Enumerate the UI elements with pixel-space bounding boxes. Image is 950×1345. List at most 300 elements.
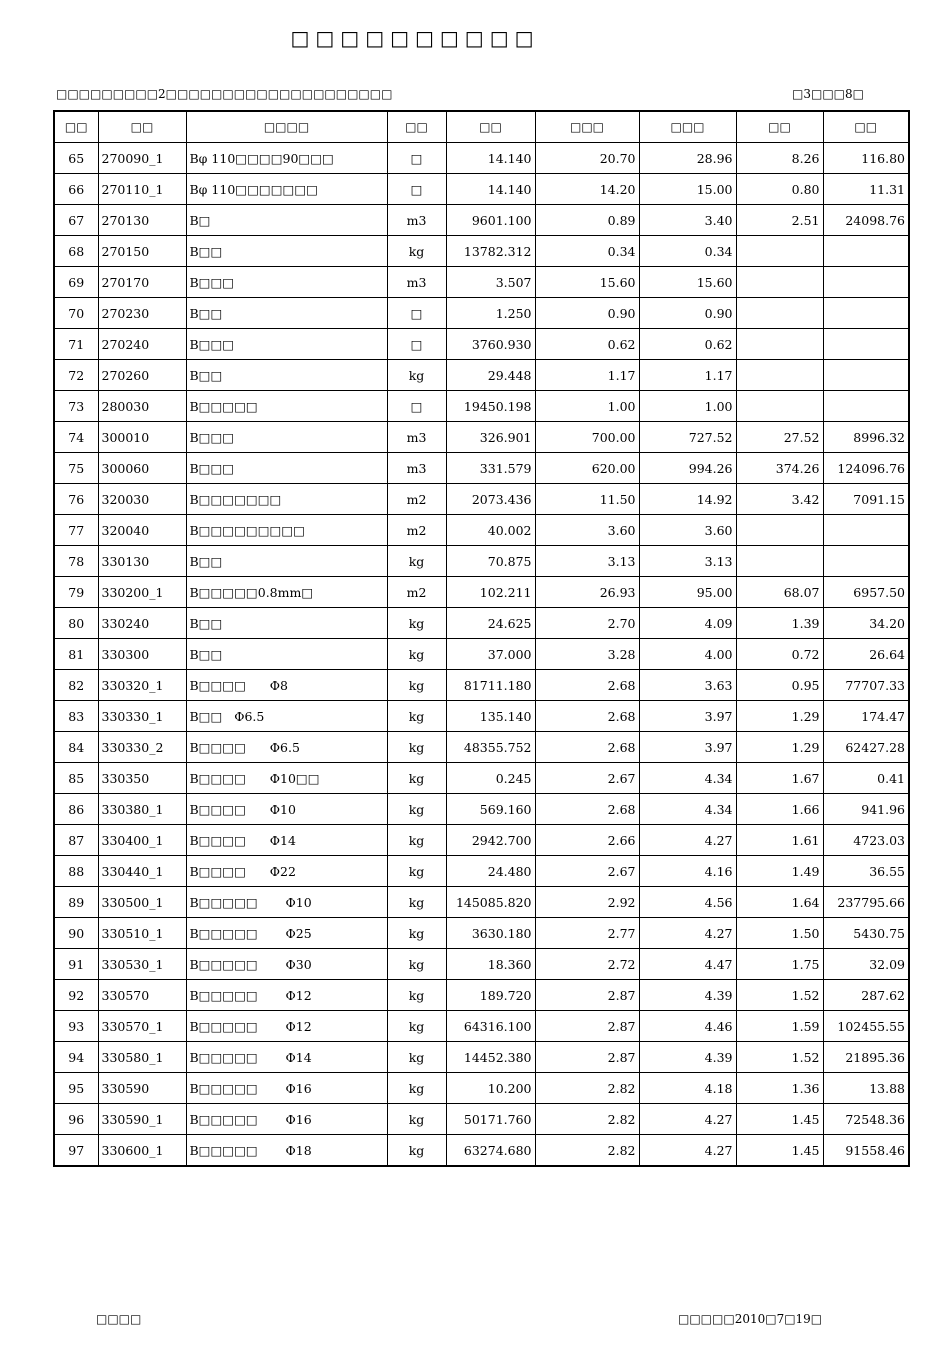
- budget-price-cell: 2.68: [535, 701, 639, 732]
- market-price-cell: 727.52: [639, 422, 736, 453]
- item-name-cell: B□□: [186, 236, 387, 267]
- unit-cell: kg: [387, 918, 446, 949]
- difference-total-cell: 91558.46: [823, 1135, 909, 1167]
- quantity-cell: 569.160: [446, 794, 535, 825]
- item-code-cell: 270110_1: [98, 174, 186, 205]
- item-name-cell: B□□: [186, 298, 387, 329]
- table-row: [54, 391, 909, 422]
- difference-total-cell: [823, 515, 909, 546]
- unit-cell: kg: [387, 1042, 446, 1073]
- header-cell: □□□: [535, 111, 639, 143]
- table-row: [54, 1011, 909, 1042]
- item-name-cell: B□□□□ Φ8: [186, 670, 387, 701]
- row-index-cell: 97: [54, 1135, 98, 1167]
- unit-cell: kg: [387, 670, 446, 701]
- price-difference-cell: [736, 298, 823, 329]
- item-name-cell: B□□: [186, 639, 387, 670]
- difference-total-cell: 24098.76: [823, 205, 909, 236]
- row-index-cell: 84: [54, 732, 98, 763]
- quantity-cell: 14.140: [446, 143, 535, 174]
- difference-total-cell: [823, 298, 909, 329]
- budget-price-cell: 15.60: [535, 267, 639, 298]
- row-index-cell: 92: [54, 980, 98, 1011]
- table-row: [54, 949, 909, 980]
- item-name-cell: B□□□□ Φ10: [186, 794, 387, 825]
- market-price-cell: 1.17: [639, 360, 736, 391]
- table-row: [54, 1073, 909, 1104]
- row-index-cell: 68: [54, 236, 98, 267]
- item-code-cell: 330510_1: [98, 918, 186, 949]
- budget-price-cell: 2.82: [535, 1135, 639, 1167]
- budget-price-cell: 2.82: [535, 1104, 639, 1135]
- row-index-cell: 70: [54, 298, 98, 329]
- item-name-cell: B□□: [186, 608, 387, 639]
- item-code-cell: 330300: [98, 639, 186, 670]
- difference-total-cell: [823, 329, 909, 360]
- item-name-cell: B□□□□□0.8mm□: [186, 577, 387, 608]
- table-row: [54, 701, 909, 732]
- row-index-cell: 76: [54, 484, 98, 515]
- unit-cell: m3: [387, 422, 446, 453]
- quantity-cell: 10.200: [446, 1073, 535, 1104]
- difference-total-cell: 941.96: [823, 794, 909, 825]
- budget-price-cell: 2.87: [535, 1042, 639, 1073]
- budget-price-cell: 2.66: [535, 825, 639, 856]
- table-row: [54, 825, 909, 856]
- market-price-cell: 994.26: [639, 453, 736, 484]
- header-cell: □□□□: [186, 111, 387, 143]
- difference-total-cell: 6957.50: [823, 577, 909, 608]
- difference-total-cell: 13.88: [823, 1073, 909, 1104]
- item-code-cell: 320030: [98, 484, 186, 515]
- market-price-cell: 4.18: [639, 1073, 736, 1104]
- market-price-cell: 3.60: [639, 515, 736, 546]
- difference-total-cell: 77707.33: [823, 670, 909, 701]
- market-price-cell: 4.16: [639, 856, 736, 887]
- budget-price-cell: 0.90: [535, 298, 639, 329]
- price-difference-cell: 1.45: [736, 1135, 823, 1167]
- item-name-cell: B□□□□□ Φ12: [186, 980, 387, 1011]
- item-code-cell: 280030: [98, 391, 186, 422]
- item-name-cell: B□□□□□ Φ30: [186, 949, 387, 980]
- price-difference-cell: 1.67: [736, 763, 823, 794]
- item-code-cell: 300060: [98, 453, 186, 484]
- budget-price-cell: 2.67: [535, 763, 639, 794]
- unit-cell: m2: [387, 515, 446, 546]
- item-code-cell: 270260: [98, 360, 186, 391]
- market-price-cell: 15.60: [639, 267, 736, 298]
- table-row: [54, 1135, 909, 1167]
- market-price-cell: 4.27: [639, 1135, 736, 1167]
- item-code-cell: 330350: [98, 763, 186, 794]
- row-index-cell: 90: [54, 918, 98, 949]
- price-difference-cell: 8.26: [736, 143, 823, 174]
- price-difference-cell: 1.36: [736, 1073, 823, 1104]
- quantity-cell: 40.002: [446, 515, 535, 546]
- row-index-cell: 74: [54, 422, 98, 453]
- price-difference-cell: 1.66: [736, 794, 823, 825]
- budget-price-cell: 2.87: [535, 980, 639, 1011]
- item-name-cell: B□□□□□ Φ25: [186, 918, 387, 949]
- table-row: [54, 360, 909, 391]
- difference-total-cell: 11.31: [823, 174, 909, 205]
- unit-cell: m3: [387, 267, 446, 298]
- market-price-cell: 4.56: [639, 887, 736, 918]
- unit-cell: m3: [387, 205, 446, 236]
- row-index-cell: 82: [54, 670, 98, 701]
- budget-price-cell: 2.68: [535, 732, 639, 763]
- difference-total-cell: 287.62: [823, 980, 909, 1011]
- difference-total-cell: 0.41: [823, 763, 909, 794]
- market-price-cell: 4.00: [639, 639, 736, 670]
- item-name-cell: B□□ Φ6.5: [186, 701, 387, 732]
- unit-cell: kg: [387, 794, 446, 825]
- difference-total-cell: [823, 546, 909, 577]
- row-index-cell: 67: [54, 205, 98, 236]
- table-header-row: [54, 111, 909, 143]
- market-price-cell: 4.46: [639, 1011, 736, 1042]
- quantity-cell: 3630.180: [446, 918, 535, 949]
- item-code-cell: 330570_1: [98, 1011, 186, 1042]
- table-row: [54, 577, 909, 608]
- price-difference-cell: [736, 546, 823, 577]
- quantity-cell: 135.140: [446, 701, 535, 732]
- market-price-cell: 4.34: [639, 763, 736, 794]
- item-code-cell: 330320_1: [98, 670, 186, 701]
- difference-total-cell: 34.20: [823, 608, 909, 639]
- table-row: [54, 267, 909, 298]
- unit-cell: kg: [387, 639, 446, 670]
- budget-price-cell: 11.50: [535, 484, 639, 515]
- item-code-cell: 270230: [98, 298, 186, 329]
- unit-cell: kg: [387, 1073, 446, 1104]
- row-index-cell: 83: [54, 701, 98, 732]
- budget-price-cell: 0.62: [535, 329, 639, 360]
- row-index-cell: 85: [54, 763, 98, 794]
- price-difference-cell: 1.52: [736, 1042, 823, 1073]
- item-code-cell: 330530_1: [98, 949, 186, 980]
- budget-price-cell: 1.00: [535, 391, 639, 422]
- budget-price-cell: 2.72: [535, 949, 639, 980]
- difference-total-cell: 102455.55: [823, 1011, 909, 1042]
- header-cell: □□: [823, 111, 909, 143]
- price-difference-cell: 1.59: [736, 1011, 823, 1042]
- price-difference-cell: 1.61: [736, 825, 823, 856]
- difference-total-cell: 26.64: [823, 639, 909, 670]
- item-name-cell: B□□□: [186, 453, 387, 484]
- budget-price-cell: 0.89: [535, 205, 639, 236]
- table-row: [54, 1042, 909, 1073]
- market-price-cell: 3.97: [639, 732, 736, 763]
- quantity-cell: 50171.760: [446, 1104, 535, 1135]
- unit-cell: kg: [387, 1011, 446, 1042]
- item-name-cell: B□□□□ Φ6.5: [186, 732, 387, 763]
- table-row: [54, 670, 909, 701]
- unit-cell: □: [387, 298, 446, 329]
- row-index-cell: 77: [54, 515, 98, 546]
- unit-cell: kg: [387, 608, 446, 639]
- budget-price-cell: 2.77: [535, 918, 639, 949]
- item-name-cell: B□□□□□ Φ12: [186, 1011, 387, 1042]
- unit-cell: □: [387, 329, 446, 360]
- item-name-cell: B□□□□□ Φ16: [186, 1104, 387, 1135]
- quantity-cell: 2942.700: [446, 825, 535, 856]
- row-index-cell: 88: [54, 856, 98, 887]
- row-index-cell: 91: [54, 949, 98, 980]
- quantity-cell: 19450.198: [446, 391, 535, 422]
- market-price-cell: 28.96: [639, 143, 736, 174]
- row-index-cell: 81: [54, 639, 98, 670]
- table-row: [54, 329, 909, 360]
- unit-cell: kg: [387, 887, 446, 918]
- quantity-cell: 14.140: [446, 174, 535, 205]
- item-code-cell: 330570: [98, 980, 186, 1011]
- quantity-cell: 2073.436: [446, 484, 535, 515]
- unit-cell: kg: [387, 980, 446, 1011]
- budget-price-cell: 700.00: [535, 422, 639, 453]
- item-code-cell: 330240: [98, 608, 186, 639]
- item-code-cell: 270150: [98, 236, 186, 267]
- row-index-cell: 96: [54, 1104, 98, 1135]
- unit-cell: kg: [387, 825, 446, 856]
- item-name-cell: B□□: [186, 546, 387, 577]
- price-difference-cell: 1.64: [736, 887, 823, 918]
- price-difference-cell: 1.45: [736, 1104, 823, 1135]
- table-row: [54, 608, 909, 639]
- price-difference-cell: 0.72: [736, 639, 823, 670]
- budget-price-cell: 1.17: [535, 360, 639, 391]
- difference-total-cell: 5430.75: [823, 918, 909, 949]
- unit-cell: kg: [387, 763, 446, 794]
- budget-price-cell: 620.00: [535, 453, 639, 484]
- item-name-cell: B□□□: [186, 267, 387, 298]
- row-index-cell: 95: [54, 1073, 98, 1104]
- difference-total-cell: 36.55: [823, 856, 909, 887]
- budget-price-cell: 2.68: [535, 794, 639, 825]
- difference-total-cell: [823, 360, 909, 391]
- header-cell: □□: [98, 111, 186, 143]
- price-difference-cell: 1.29: [736, 701, 823, 732]
- item-code-cell: 330590_1: [98, 1104, 186, 1135]
- quantity-cell: 24.625: [446, 608, 535, 639]
- item-code-cell: 330330_1: [98, 701, 186, 732]
- row-index-cell: 86: [54, 794, 98, 825]
- unit-cell: kg: [387, 1135, 446, 1167]
- price-difference-cell: 27.52: [736, 422, 823, 453]
- header-cell: □□: [736, 111, 823, 143]
- footer-date: □□□□□2010□7□19□: [678, 1312, 823, 1326]
- market-price-cell: 4.27: [639, 918, 736, 949]
- quantity-cell: 48355.752: [446, 732, 535, 763]
- market-price-cell: 0.34: [639, 236, 736, 267]
- price-difference-cell: [736, 329, 823, 360]
- price-difference-cell: [736, 360, 823, 391]
- item-name-cell: Bφ 110□□□□90□□□: [186, 143, 387, 174]
- quantity-cell: 63274.680: [446, 1135, 535, 1167]
- table-row: [54, 887, 909, 918]
- unit-cell: kg: [387, 856, 446, 887]
- quantity-cell: 37.000: [446, 639, 535, 670]
- difference-total-cell: [823, 236, 909, 267]
- difference-total-cell: 7091.15: [823, 484, 909, 515]
- table-row: [54, 422, 909, 453]
- row-index-cell: 75: [54, 453, 98, 484]
- unit-cell: kg: [387, 949, 446, 980]
- budget-price-cell: 3.60: [535, 515, 639, 546]
- quantity-cell: 14452.380: [446, 1042, 535, 1073]
- market-price-cell: 3.97: [639, 701, 736, 732]
- unit-cell: kg: [387, 732, 446, 763]
- item-code-cell: 330440_1: [98, 856, 186, 887]
- item-name-cell: B□□□□ Φ14: [186, 825, 387, 856]
- item-name-cell: B□□: [186, 360, 387, 391]
- item-name-cell: B□□□□□ Φ10: [186, 887, 387, 918]
- item-code-cell: 330600_1: [98, 1135, 186, 1167]
- row-index-cell: 73: [54, 391, 98, 422]
- market-price-cell: 1.00: [639, 391, 736, 422]
- item-name-cell: B□□□□□ Φ18: [186, 1135, 387, 1167]
- market-price-cell: 4.34: [639, 794, 736, 825]
- row-index-cell: 65: [54, 143, 98, 174]
- item-code-cell: 270170: [98, 267, 186, 298]
- quantity-cell: 13782.312: [446, 236, 535, 267]
- price-difference-cell: 1.52: [736, 980, 823, 1011]
- market-price-cell: 3.40: [639, 205, 736, 236]
- quantity-cell: 18.360: [446, 949, 535, 980]
- table-row: [54, 143, 909, 174]
- quantity-cell: 189.720: [446, 980, 535, 1011]
- market-price-cell: 4.39: [639, 1042, 736, 1073]
- item-name-cell: B□□□: [186, 422, 387, 453]
- row-index-cell: 94: [54, 1042, 98, 1073]
- item-name-cell: B□□□□□□□□□: [186, 515, 387, 546]
- unit-cell: kg: [387, 360, 446, 391]
- item-code-cell: 330200_1: [98, 577, 186, 608]
- market-price-cell: 4.47: [639, 949, 736, 980]
- budget-price-cell: 3.28: [535, 639, 639, 670]
- price-difference-cell: 0.95: [736, 670, 823, 701]
- price-difference-cell: [736, 236, 823, 267]
- quantity-cell: 331.579: [446, 453, 535, 484]
- market-price-cell: 0.90: [639, 298, 736, 329]
- row-index-cell: 66: [54, 174, 98, 205]
- difference-total-cell: 174.47: [823, 701, 909, 732]
- item-code-cell: 270090_1: [98, 143, 186, 174]
- header-cell: □□□: [639, 111, 736, 143]
- row-index-cell: 80: [54, 608, 98, 639]
- unit-cell: kg: [387, 236, 446, 267]
- table-row: [54, 794, 909, 825]
- quantity-cell: 9601.100: [446, 205, 535, 236]
- market-price-cell: 0.62: [639, 329, 736, 360]
- price-difference-cell: 3.42: [736, 484, 823, 515]
- price-difference-cell: 374.26: [736, 453, 823, 484]
- header-cell: □□: [387, 111, 446, 143]
- budget-price-cell: 20.70: [535, 143, 639, 174]
- quantity-cell: 64316.100: [446, 1011, 535, 1042]
- quantity-cell: 29.448: [446, 360, 535, 391]
- market-price-cell: 4.39: [639, 980, 736, 1011]
- difference-total-cell: 8996.32: [823, 422, 909, 453]
- budget-price-cell: 2.70: [535, 608, 639, 639]
- budget-price-cell: 0.34: [535, 236, 639, 267]
- quantity-cell: 81711.180: [446, 670, 535, 701]
- table-row: [54, 205, 909, 236]
- price-difference-cell: [736, 515, 823, 546]
- item-name-cell: B□□□□□□□: [186, 484, 387, 515]
- page-title: □□□□□□□□□□: [290, 26, 540, 50]
- row-index-cell: 93: [54, 1011, 98, 1042]
- quantity-cell: 70.875: [446, 546, 535, 577]
- unit-cell: m2: [387, 577, 446, 608]
- item-name-cell: Bφ 110□□□□□□□: [186, 174, 387, 205]
- budget-price-cell: 2.68: [535, 670, 639, 701]
- project-subtitle: □□□□□□□□□2□□□□□□□□□□□□□□□□□□□□: [56, 87, 393, 101]
- difference-total-cell: 72548.36: [823, 1104, 909, 1135]
- difference-total-cell: 116.80: [823, 143, 909, 174]
- header-cell: □□: [446, 111, 535, 143]
- price-difference-cell: 0.80: [736, 174, 823, 205]
- difference-total-cell: 237795.66: [823, 887, 909, 918]
- budget-price-cell: 2.82: [535, 1073, 639, 1104]
- quantity-cell: 1.250: [446, 298, 535, 329]
- table-row: [54, 236, 909, 267]
- item-name-cell: B□□□□□ Φ14: [186, 1042, 387, 1073]
- row-index-cell: 87: [54, 825, 98, 856]
- difference-total-cell: 124096.76: [823, 453, 909, 484]
- table-row: [54, 763, 909, 794]
- item-name-cell: B□□□□□ Φ16: [186, 1073, 387, 1104]
- table-row: [54, 856, 909, 887]
- unit-cell: □: [387, 143, 446, 174]
- row-index-cell: 69: [54, 267, 98, 298]
- budget-price-cell: 2.92: [535, 887, 639, 918]
- table-row: [54, 918, 909, 949]
- quantity-cell: 145085.820: [446, 887, 535, 918]
- row-index-cell: 89: [54, 887, 98, 918]
- budget-price-cell: 3.13: [535, 546, 639, 577]
- table-row: [54, 980, 909, 1011]
- market-price-cell: 15.00: [639, 174, 736, 205]
- market-price-cell: 14.92: [639, 484, 736, 515]
- item-name-cell: B□□□: [186, 329, 387, 360]
- row-index-cell: 72: [54, 360, 98, 391]
- item-name-cell: B□□□□ Φ22: [186, 856, 387, 887]
- price-difference-cell: 1.39: [736, 608, 823, 639]
- item-code-cell: 330400_1: [98, 825, 186, 856]
- price-difference-cell: 2.51: [736, 205, 823, 236]
- difference-total-cell: 32.09: [823, 949, 909, 980]
- quantity-cell: 102.211: [446, 577, 535, 608]
- unit-cell: m2: [387, 484, 446, 515]
- unit-cell: kg: [387, 701, 446, 732]
- table-row: [54, 546, 909, 577]
- budget-price-cell: 2.87: [535, 1011, 639, 1042]
- item-code-cell: 270240: [98, 329, 186, 360]
- table-row: [54, 515, 909, 546]
- difference-total-cell: 4723.03: [823, 825, 909, 856]
- table-row: [54, 484, 909, 515]
- unit-cell: kg: [387, 546, 446, 577]
- budget-price-cell: 26.93: [535, 577, 639, 608]
- price-difference-cell: 1.75: [736, 949, 823, 980]
- page-number: □3□□□8□: [792, 87, 864, 101]
- quantity-cell: 3760.930: [446, 329, 535, 360]
- item-name-cell: B□□□□ Φ10□□: [186, 763, 387, 794]
- quantity-cell: 24.480: [446, 856, 535, 887]
- item-name-cell: B□□□□□: [186, 391, 387, 422]
- market-price-cell: 4.27: [639, 1104, 736, 1135]
